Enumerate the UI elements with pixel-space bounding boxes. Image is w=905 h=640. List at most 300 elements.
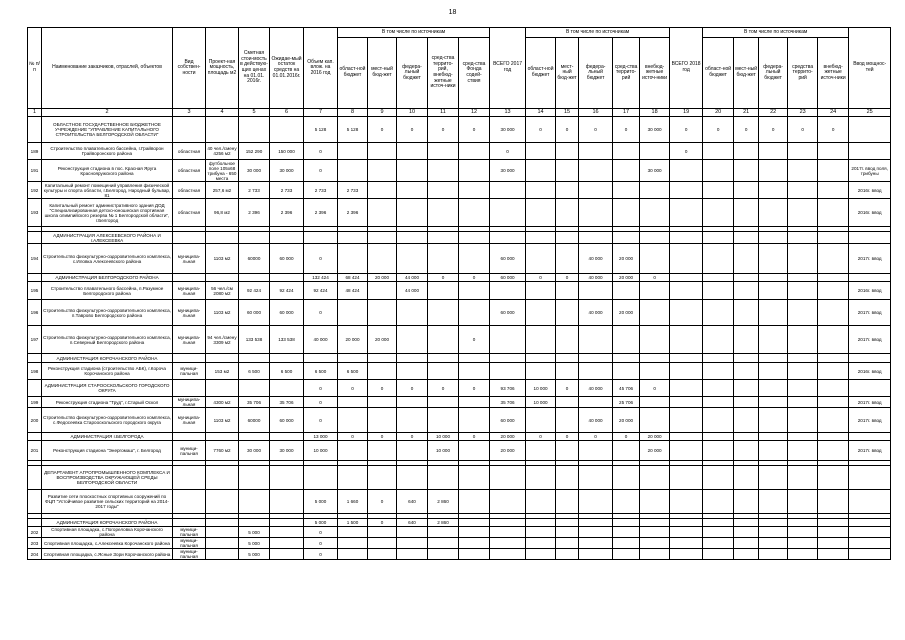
value-cell (579, 441, 613, 461)
header-group-2018: В том числе по источникам (703, 28, 849, 38)
value-cell (490, 538, 526, 549)
value-cell (788, 199, 818, 227)
value-cell (759, 519, 788, 527)
value-cell (304, 466, 338, 490)
value-cell (734, 441, 759, 461)
object-name: Реконструкция стадиона (строительство АБК), г.Короча Корочанского района (42, 363, 173, 380)
value-cell (428, 282, 459, 300)
value-cell (818, 466, 849, 490)
value-cell (490, 232, 526, 244)
value-cell (368, 300, 397, 326)
value-cell: 30 000 (490, 117, 526, 143)
column-number: 10 (397, 109, 428, 117)
column-number: 15 (556, 109, 579, 117)
commission-cell: 2017г. ввод (849, 244, 891, 274)
value-cell (526, 143, 556, 160)
value-cell: муниципа-льная (173, 282, 206, 300)
header-2018-offbudget: внебюд-жетные источ-ники (818, 38, 849, 109)
value-cell (788, 549, 818, 560)
value-cell (734, 232, 759, 244)
value-cell (703, 397, 734, 408)
value-cell: 0 (338, 433, 368, 441)
value-cell: 0 (304, 244, 338, 274)
value-cell (368, 160, 397, 182)
value-cell: 0 (397, 117, 428, 143)
value-cell (397, 232, 428, 244)
value-cell (579, 519, 613, 527)
row-number: 192 (28, 182, 42, 199)
value-cell: областная (173, 199, 206, 227)
value-cell (459, 182, 490, 199)
value-cell (640, 300, 670, 326)
value-cell (270, 232, 304, 244)
value-cell (640, 282, 670, 300)
value-cell: 2 396 (239, 199, 270, 227)
value-cell (640, 199, 670, 227)
value-cell: 30 000 (239, 441, 270, 461)
value-cell: 0 (368, 519, 397, 527)
object-name: Развитие сети плоскостных спортивных сооружений по ФЦП "Устойчивое развитие сельских территорий на 2014-2017 годы" (42, 490, 173, 514)
value-cell (428, 397, 459, 408)
table-row (28, 282, 891, 300)
value-cell (526, 408, 556, 433)
value-cell (556, 199, 579, 227)
value-cell (734, 433, 759, 441)
value-cell (270, 538, 304, 549)
value-cell (397, 182, 428, 199)
section-title: АДМИНИСТРАЦИЯ АЛЕКСЕЕВСКОГО РАЙОНА И г.АЛЕКСЕЕВКА (42, 232, 173, 244)
value-cell (173, 490, 206, 514)
value-cell: 20 000 (490, 441, 526, 461)
value-cell: областная (173, 160, 206, 182)
value-cell (734, 363, 759, 380)
value-cell (613, 160, 640, 182)
value-cell (703, 380, 734, 397)
value-cell (818, 232, 849, 244)
commission-cell: 2017г. ввод (849, 441, 891, 461)
value-cell: 0 (490, 143, 526, 160)
value-cell (239, 274, 270, 282)
value-cell: 25 706 (613, 397, 640, 408)
value-cell (173, 232, 206, 244)
commission-cell (849, 433, 891, 441)
value-cell (490, 182, 526, 199)
value-cell (173, 117, 206, 143)
value-cell: муниципа-льная (173, 397, 206, 408)
value-cell (459, 199, 490, 227)
row-number (28, 519, 42, 527)
row-number: 194 (28, 244, 42, 274)
section-row (28, 466, 891, 490)
value-cell (526, 300, 556, 326)
object-name: Строительство физкультурно-оздоровительного комплекса, с.Иловка Алексеевского района (42, 244, 173, 274)
header-2018-regional: област-ной бюджет (703, 38, 734, 109)
table-row (28, 326, 891, 354)
value-cell (818, 300, 849, 326)
value-cell (670, 199, 703, 227)
value-cell (818, 549, 849, 560)
value-cell: 20 000 (640, 441, 670, 461)
value-cell (579, 232, 613, 244)
value-cell (556, 232, 579, 244)
value-cell (734, 466, 759, 490)
value-cell (556, 466, 579, 490)
commission-cell (849, 527, 891, 538)
value-cell (670, 466, 703, 490)
value-cell (459, 363, 490, 380)
value-cell (759, 274, 788, 282)
value-cell (818, 282, 849, 300)
value-cell: 10 000 (526, 380, 556, 397)
commission-cell (849, 117, 891, 143)
value-cell (397, 160, 428, 182)
value-cell: 7760 м2 (206, 441, 239, 461)
value-cell (734, 274, 759, 282)
value-cell (579, 490, 613, 514)
row-number: 200 (28, 408, 42, 433)
value-cell (338, 300, 368, 326)
commission-cell: 2016г. ввод (849, 199, 891, 227)
column-number: 18 (640, 109, 670, 117)
value-cell (397, 397, 428, 408)
column-number: 16 (579, 109, 613, 117)
table-row (28, 527, 891, 538)
value-cell (428, 143, 459, 160)
value-cell (270, 549, 304, 560)
value-cell: 152 290 (239, 143, 270, 160)
value-cell (640, 363, 670, 380)
value-cell (788, 408, 818, 433)
value-cell (459, 397, 490, 408)
value-cell (670, 244, 703, 274)
table-row (28, 363, 891, 380)
value-cell (788, 466, 818, 490)
section-title: ОБЛАСТНОЕ ГОСУДАРСТВЕННОЕ БЮДЖЕТНОЕ УЧРЕЖДЕНИЕ "УПРАВЛЕНИЕ КАПИТАЛЬНОГО СТРОИТЕЛЬСТВА БЕЛГОРОДСКОЙ ОБЛАСТИ" (42, 117, 173, 143)
value-cell (397, 527, 428, 538)
value-cell (613, 441, 640, 461)
row-number (28, 117, 42, 143)
value-cell (428, 538, 459, 549)
value-cell (270, 117, 304, 143)
value-cell (428, 160, 459, 182)
value-cell (670, 274, 703, 282)
row-number: 197 (28, 326, 42, 354)
value-cell (788, 160, 818, 182)
value-cell (338, 244, 368, 274)
value-cell (490, 326, 526, 354)
commission-cell: 2017г. ввод (849, 408, 891, 433)
value-cell (368, 466, 397, 490)
value-cell: 0 (304, 143, 338, 160)
value-cell (368, 244, 397, 274)
value-cell (459, 490, 490, 514)
value-cell (368, 549, 397, 560)
row-number: 203 (28, 538, 42, 549)
value-cell (670, 490, 703, 514)
value-cell (338, 408, 368, 433)
value-cell (173, 274, 206, 282)
section-title: АДМИНИСТРАЦИЯ СТАРООСКОЛЬСКОГО ГОРОДСКОГО ОКРУГА (42, 380, 173, 397)
value-cell: 48 424 (338, 282, 368, 300)
commission-cell (849, 354, 891, 363)
value-cell (459, 244, 490, 274)
value-cell (613, 326, 640, 354)
value-cell (703, 490, 734, 514)
value-cell: 0 (459, 274, 490, 282)
value-cell: 40 000 (579, 300, 613, 326)
value-cell (670, 300, 703, 326)
value-cell (703, 408, 734, 433)
value-cell (173, 354, 206, 363)
value-cell (397, 441, 428, 461)
value-cell: 30 000 (490, 160, 526, 182)
value-cell: 2 860 (428, 519, 459, 527)
value-cell (368, 143, 397, 160)
value-cell (428, 354, 459, 363)
value-cell (579, 549, 613, 560)
value-cell (640, 244, 670, 274)
value-cell: 0 (428, 117, 459, 143)
value-cell: 2 733 (304, 182, 338, 199)
value-cell (459, 466, 490, 490)
value-cell (788, 363, 818, 380)
value-cell (703, 143, 734, 160)
row-number (28, 490, 42, 514)
value-cell (640, 527, 670, 538)
value-cell: областная (173, 143, 206, 160)
value-cell (338, 354, 368, 363)
row-number: 198 (28, 363, 42, 380)
value-cell (818, 182, 849, 199)
value-cell (670, 397, 703, 408)
value-cell (206, 433, 239, 441)
value-cell: 5 000 (239, 527, 270, 538)
value-cell (397, 408, 428, 433)
value-cell (579, 326, 613, 354)
value-cell: муниципа-льная (173, 300, 206, 326)
value-cell (556, 363, 579, 380)
value-cell: 45 706 (613, 380, 640, 397)
value-cell: 35 706 (490, 397, 526, 408)
value-cell (338, 143, 368, 160)
value-cell (556, 160, 579, 182)
value-cell (428, 244, 459, 274)
value-cell: 0 (304, 527, 338, 538)
value-cell (613, 354, 640, 363)
object-name: Строительство плавательного бассейна, п.Разумное Белгородского района (42, 282, 173, 300)
header-no: № п/п (28, 28, 42, 109)
column-number: 13 (490, 109, 526, 117)
column-number: 17 (613, 109, 640, 117)
value-cell (428, 466, 459, 490)
value-cell (818, 408, 849, 433)
value-cell: 10 000 (428, 441, 459, 461)
value-cell: 0 (670, 143, 703, 160)
value-cell (490, 282, 526, 300)
value-cell (206, 354, 239, 363)
value-cell (734, 380, 759, 397)
commission-cell (849, 519, 891, 527)
value-cell: 30 000 (270, 160, 304, 182)
value-cell (556, 519, 579, 527)
investment-table (27, 27, 891, 560)
value-cell: муниципа-льная (173, 326, 206, 354)
value-cell (556, 326, 579, 354)
value-cell: 5 000 (239, 538, 270, 549)
value-cell (206, 117, 239, 143)
value-cell: 56 чел./см 2080 м2 (206, 282, 239, 300)
value-cell (818, 244, 849, 274)
value-cell (397, 143, 428, 160)
column-number: 19 (670, 109, 703, 117)
value-cell (613, 466, 640, 490)
value-cell (818, 326, 849, 354)
value-cell (759, 490, 788, 514)
value-cell (703, 244, 734, 274)
value-cell: 0 (579, 433, 613, 441)
value-cell (670, 182, 703, 199)
value-cell (459, 441, 490, 461)
commission-cell: 2017г. ввод (849, 300, 891, 326)
value-cell: 2 733 (338, 182, 368, 199)
value-cell: 0 (526, 274, 556, 282)
value-cell (270, 354, 304, 363)
value-cell (640, 490, 670, 514)
value-cell (338, 160, 368, 182)
value-cell (818, 490, 849, 514)
value-cell: 257,6 м2 (206, 182, 239, 199)
value-cell (459, 549, 490, 560)
value-cell: 5 000 (304, 519, 338, 527)
value-cell (818, 199, 849, 227)
value-cell (270, 490, 304, 514)
value-cell: 2 396 (304, 199, 338, 227)
row-number (28, 466, 42, 490)
value-cell (397, 300, 428, 326)
value-cell (206, 519, 239, 527)
column-number: 9 (368, 109, 397, 117)
value-cell: 0 (526, 433, 556, 441)
value-cell: 5 000 (304, 490, 338, 514)
value-cell (428, 408, 459, 433)
value-cell (338, 441, 368, 461)
value-cell (397, 538, 428, 549)
column-number: 5 (239, 109, 270, 117)
column-number: 22 (759, 109, 788, 117)
value-cell (239, 232, 270, 244)
value-cell (579, 538, 613, 549)
value-cell (613, 538, 640, 549)
value-cell: 0 (734, 117, 759, 143)
value-cell: муниципа-льная (173, 408, 206, 433)
value-cell (556, 527, 579, 538)
value-cell: 60000 (239, 244, 270, 274)
value-cell (526, 282, 556, 300)
value-cell (788, 519, 818, 527)
value-cell: 0 (556, 274, 579, 282)
value-cell: 0 (304, 380, 338, 397)
value-cell (556, 549, 579, 560)
value-cell (818, 143, 849, 160)
value-cell (206, 549, 239, 560)
value-cell (579, 466, 613, 490)
value-cell (788, 282, 818, 300)
value-cell (338, 397, 368, 408)
value-cell: 60 000 (270, 244, 304, 274)
value-cell (703, 300, 734, 326)
value-cell (818, 538, 849, 549)
value-cell (670, 549, 703, 560)
section-row (28, 274, 891, 282)
commission-cell: 2016г. ввод (849, 363, 891, 380)
value-cell (703, 549, 734, 560)
value-cell (459, 519, 490, 527)
value-cell (670, 326, 703, 354)
value-cell (759, 326, 788, 354)
value-cell: 0 (304, 300, 338, 326)
value-cell: 0 (428, 274, 459, 282)
value-cell: 0 (304, 538, 338, 549)
value-cell (270, 433, 304, 441)
value-cell (788, 244, 818, 274)
header-2017-territorial: сред-ства террито-рий (613, 38, 640, 109)
value-cell: 0 (304, 549, 338, 560)
value-cell: 40 000 (579, 408, 613, 433)
value-cell (270, 519, 304, 527)
value-cell: 2 396 (270, 199, 304, 227)
value-cell: 1 500 (338, 519, 368, 527)
value-cell (818, 433, 849, 441)
value-cell (759, 199, 788, 227)
value-cell: 20 000 (368, 326, 397, 354)
row-number: 199 (28, 397, 42, 408)
value-cell: областная (173, 182, 206, 199)
value-cell (670, 380, 703, 397)
row-number: 202 (28, 527, 42, 538)
value-cell (703, 326, 734, 354)
value-cell (459, 408, 490, 433)
value-cell (703, 354, 734, 363)
value-cell (239, 433, 270, 441)
header-remaining: Ожидае-мый остаток средств на 01.01.2016г. (270, 28, 304, 109)
value-cell (640, 143, 670, 160)
value-cell: 0 (703, 117, 734, 143)
value-cell: муниципа-льная (173, 244, 206, 274)
value-cell: 30 000 (239, 160, 270, 182)
value-cell (734, 244, 759, 274)
value-cell (239, 519, 270, 527)
value-cell: 133 538 (270, 326, 304, 354)
value-cell: 92 424 (270, 282, 304, 300)
value-cell (734, 397, 759, 408)
value-cell: 30 000 (270, 441, 304, 461)
value-cell (368, 199, 397, 227)
value-cell (368, 354, 397, 363)
value-cell (368, 282, 397, 300)
value-cell: 10 000 (526, 397, 556, 408)
table-row (28, 538, 891, 549)
value-cell (788, 538, 818, 549)
object-name: Строительство физкультурно-оздоровительного комплекса, п.Таврово Белгородского района (42, 300, 173, 326)
value-cell (526, 538, 556, 549)
value-cell: 68 424 (338, 274, 368, 282)
header-capacity: Проект-ная мощность, площадь м2 (206, 28, 239, 109)
value-cell: 0 (526, 117, 556, 143)
value-cell (703, 282, 734, 300)
value-cell (670, 354, 703, 363)
column-number: 1 (28, 109, 42, 117)
value-cell (640, 549, 670, 560)
